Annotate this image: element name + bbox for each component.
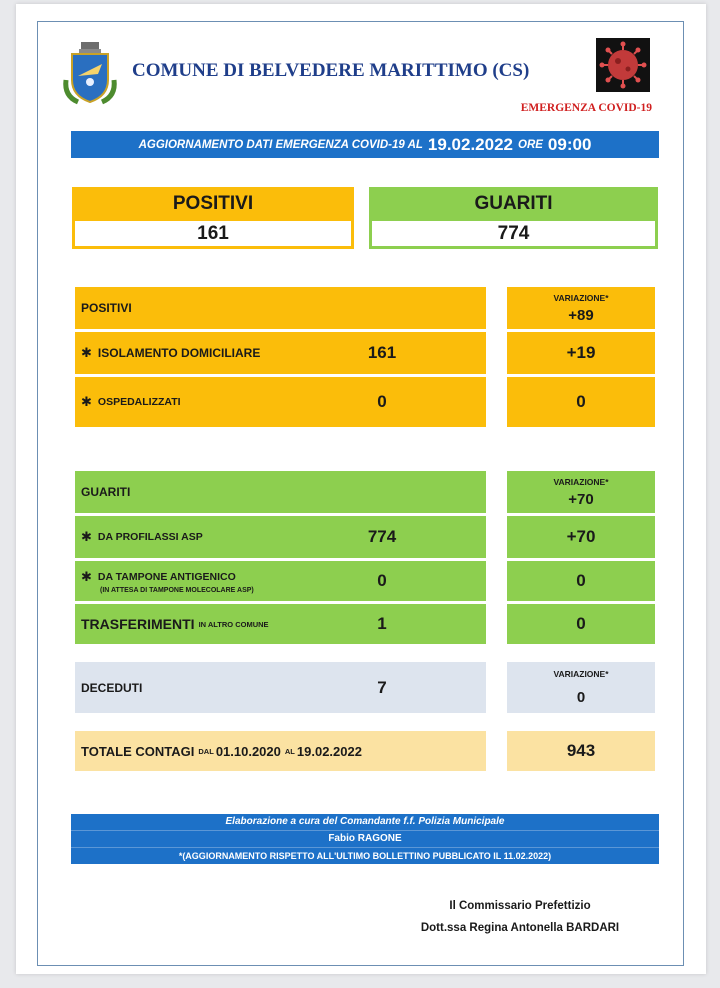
footer-banner: [71, 814, 659, 864]
trasferimenti-variation: 0: [507, 604, 655, 644]
banner-prefix: AGGIORNAMENTO DATI EMERGENZA COVID-19 AL: [138, 138, 423, 151]
footer-line-2: Fabio RAGONE: [71, 830, 659, 848]
deceduti-value: 7: [377, 677, 387, 697]
variation-value: 0: [576, 689, 586, 706]
variation-value: +89: [568, 306, 594, 324]
trasferimenti-value: 1: [377, 614, 387, 633]
row-label: DA TAMPONE ANTIGENICO: [97, 570, 236, 583]
totale-from: 01.10.2020: [215, 743, 281, 759]
row-value: 774: [367, 527, 397, 546]
coronavirus-icon: [596, 38, 650, 92]
totale-value: 943: [507, 731, 655, 771]
row-sublabel: (IN ATTESA DI TAMPONE MOLECOLARE ASP): [100, 586, 254, 594]
trasferimenti-label: TRASFERIMENTI: [81, 616, 195, 632]
positivi-summary-box: [72, 187, 354, 249]
banner-ore: ORE: [518, 138, 543, 151]
totale-to: 19.02.2022: [296, 743, 362, 759]
asterisk-icon: ✱: [81, 394, 92, 409]
positivi-summary-label: POSITIVI: [172, 193, 254, 214]
variation-label: VARIAZIONE*: [553, 669, 609, 679]
guariti-header-label: GUARITI: [81, 485, 131, 499]
positivi-summary-value: 161: [75, 221, 351, 246]
row-value: 0: [377, 571, 387, 590]
guariti-variation-box: [507, 471, 655, 513]
guariti-summary-value: 774: [372, 221, 655, 246]
trasferimenti-sublabel: IN ALTRO COMUNE: [198, 619, 269, 629]
row-label: OSPEDALIZZATI: [97, 396, 181, 408]
footer-line-1: Elaborazione a cura del Comandante f.f. Polizia Municipale: [225, 816, 505, 827]
banner-date: 19.02.2022: [427, 134, 513, 154]
asterisk-icon: ✱: [81, 529, 92, 544]
totale-row: [75, 731, 486, 771]
totale-dal: DAL: [198, 746, 214, 756]
row-value: 161: [367, 343, 397, 362]
asterisk-icon: ✱: [81, 568, 92, 584]
emergency-label: EMERGENZA COVID-19: [520, 102, 652, 114]
variation-label: VARIAZIONE*: [553, 292, 609, 303]
signature-block: [400, 895, 640, 939]
guariti-header-row: [75, 471, 486, 513]
page-title: COMUNE DI BELVEDERE MARITTIMO (CS): [132, 60, 530, 81]
variation-label: VARIAZIONE*: [553, 476, 609, 487]
row-label: ISOLAMENTO DOMICILIARE: [97, 346, 261, 360]
positivi-variation-box: [507, 287, 655, 329]
banner-time: 09:00: [547, 134, 592, 154]
signature-name: Dott.ssa Regina Antonella BARDARI: [420, 922, 620, 934]
positivi-header-label: POSITIVI: [81, 301, 132, 315]
deceduti-variation-box: [507, 662, 655, 713]
signature-role: Il Commissario Prefettizio: [449, 900, 591, 912]
row-variation: +70: [507, 516, 655, 558]
row-label: DA PROFILASSI ASP: [97, 531, 203, 543]
guariti-summary-box: [369, 187, 658, 249]
row-variation: 0: [507, 561, 655, 601]
variation-value: +70: [568, 490, 594, 508]
guariti-summary-label: GUARITI: [474, 193, 553, 214]
update-banner: [71, 131, 659, 158]
footer-line-3: *(AGGIORNAMENTO RISPETTO ALL'ULTIMO BOLLETTINO PUBBLICATO IL 11.02.2022): [178, 851, 552, 861]
totale-al: AL: [284, 746, 295, 756]
totale-label: TOTALE CONTAGI: [81, 743, 195, 759]
row-value: 0: [377, 392, 387, 411]
municipal-crest-icon: [58, 40, 122, 108]
deceduti-label: DECEDUTI: [81, 680, 143, 695]
row-variation: 0: [507, 377, 655, 427]
row-variation: +19: [507, 332, 655, 374]
positivi-header-row: [75, 287, 486, 329]
asterisk-icon: ✱: [81, 345, 92, 360]
